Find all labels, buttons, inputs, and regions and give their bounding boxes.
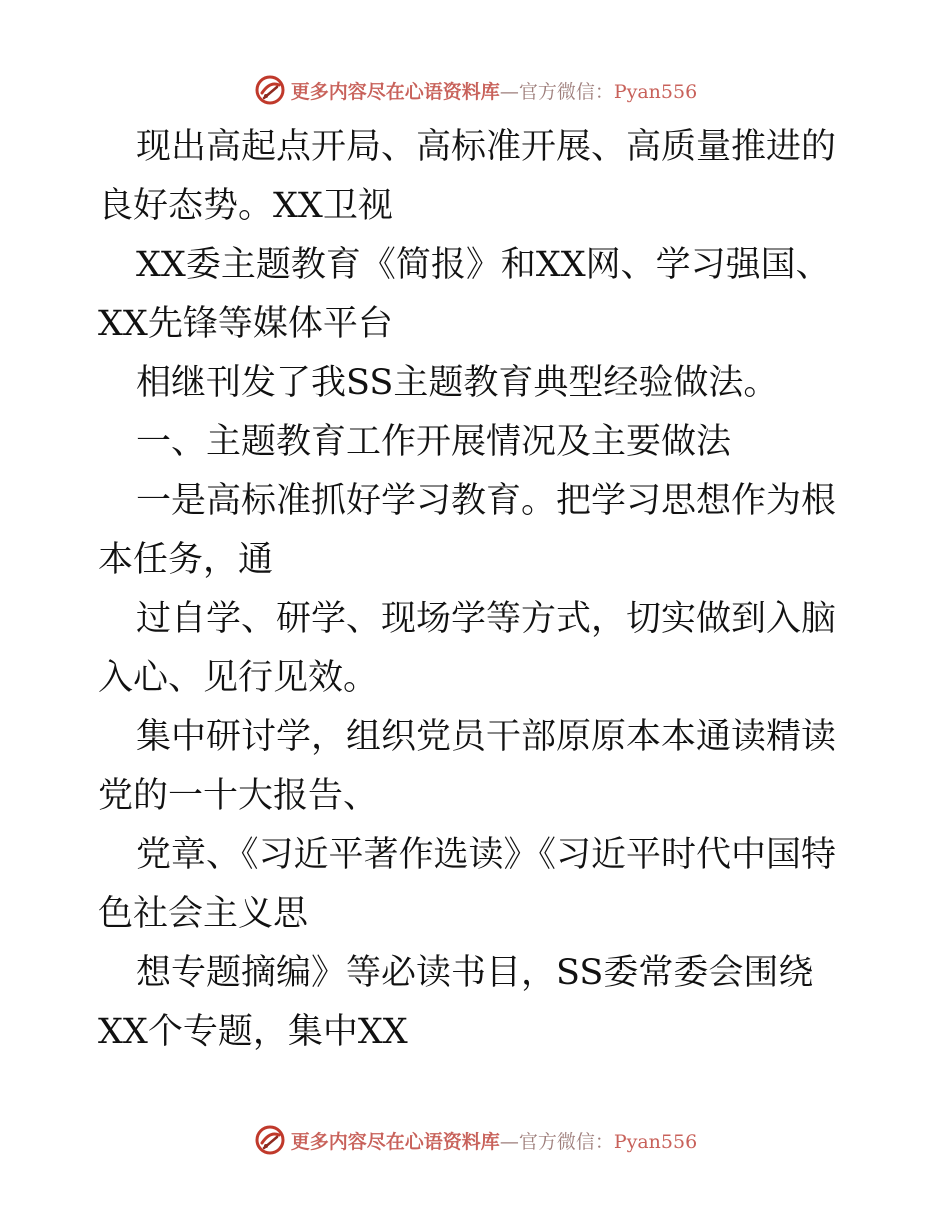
paragraph-1: 现出高起点开局、高标准开展、高质量推进的良好态势。XX卫视 [98, 127, 837, 226]
paragraph-7: 集中研讨学，组织党员干部原原本本通读精读党的一十大报告、 [98, 717, 837, 816]
paragraph-5: 一是高标准抓好学习教育。把学习思想作为根本任务，通 [98, 481, 837, 580]
watermark-text: 更多内容尽在心语资料库—官方微信：Pyan556 [290, 80, 698, 103]
paragraph-2: XX委主题教育《简报》和XX网、学习强国、XX先锋等媒体平台 [98, 245, 831, 344]
paragraph-8: 党章、《习近平著作选读》《习近平时代中国特色社会主义思 [98, 835, 837, 934]
watermark-handle: Pyan556 [613, 1130, 698, 1153]
paragraph-6: 过自学、研学、现场学等方式，切实做到入脑入心、见行见效。 [98, 599, 837, 698]
watermark-handle: Pyan556 [613, 80, 698, 103]
header-watermark [0, 70, 950, 110]
document-body [98, 118, 858, 1062]
watermark-logo-icon [253, 73, 287, 107]
section-heading: 一、主题教育工作开展情况及主要做法 [136, 422, 732, 462]
footer-watermark [0, 1120, 950, 1160]
watermark-logo-icon [253, 1123, 287, 1157]
paragraph-9: 想专题摘编》等必读书目，SS委常委会围绕XX个专题，集中XX [98, 953, 814, 1052]
paragraph-3: 相继刊发了我SS主题教育典型经验做法。 [136, 363, 779, 403]
watermark-text: 更多内容尽在心语资料库—官方微信：Pyan556 [290, 1130, 698, 1153]
